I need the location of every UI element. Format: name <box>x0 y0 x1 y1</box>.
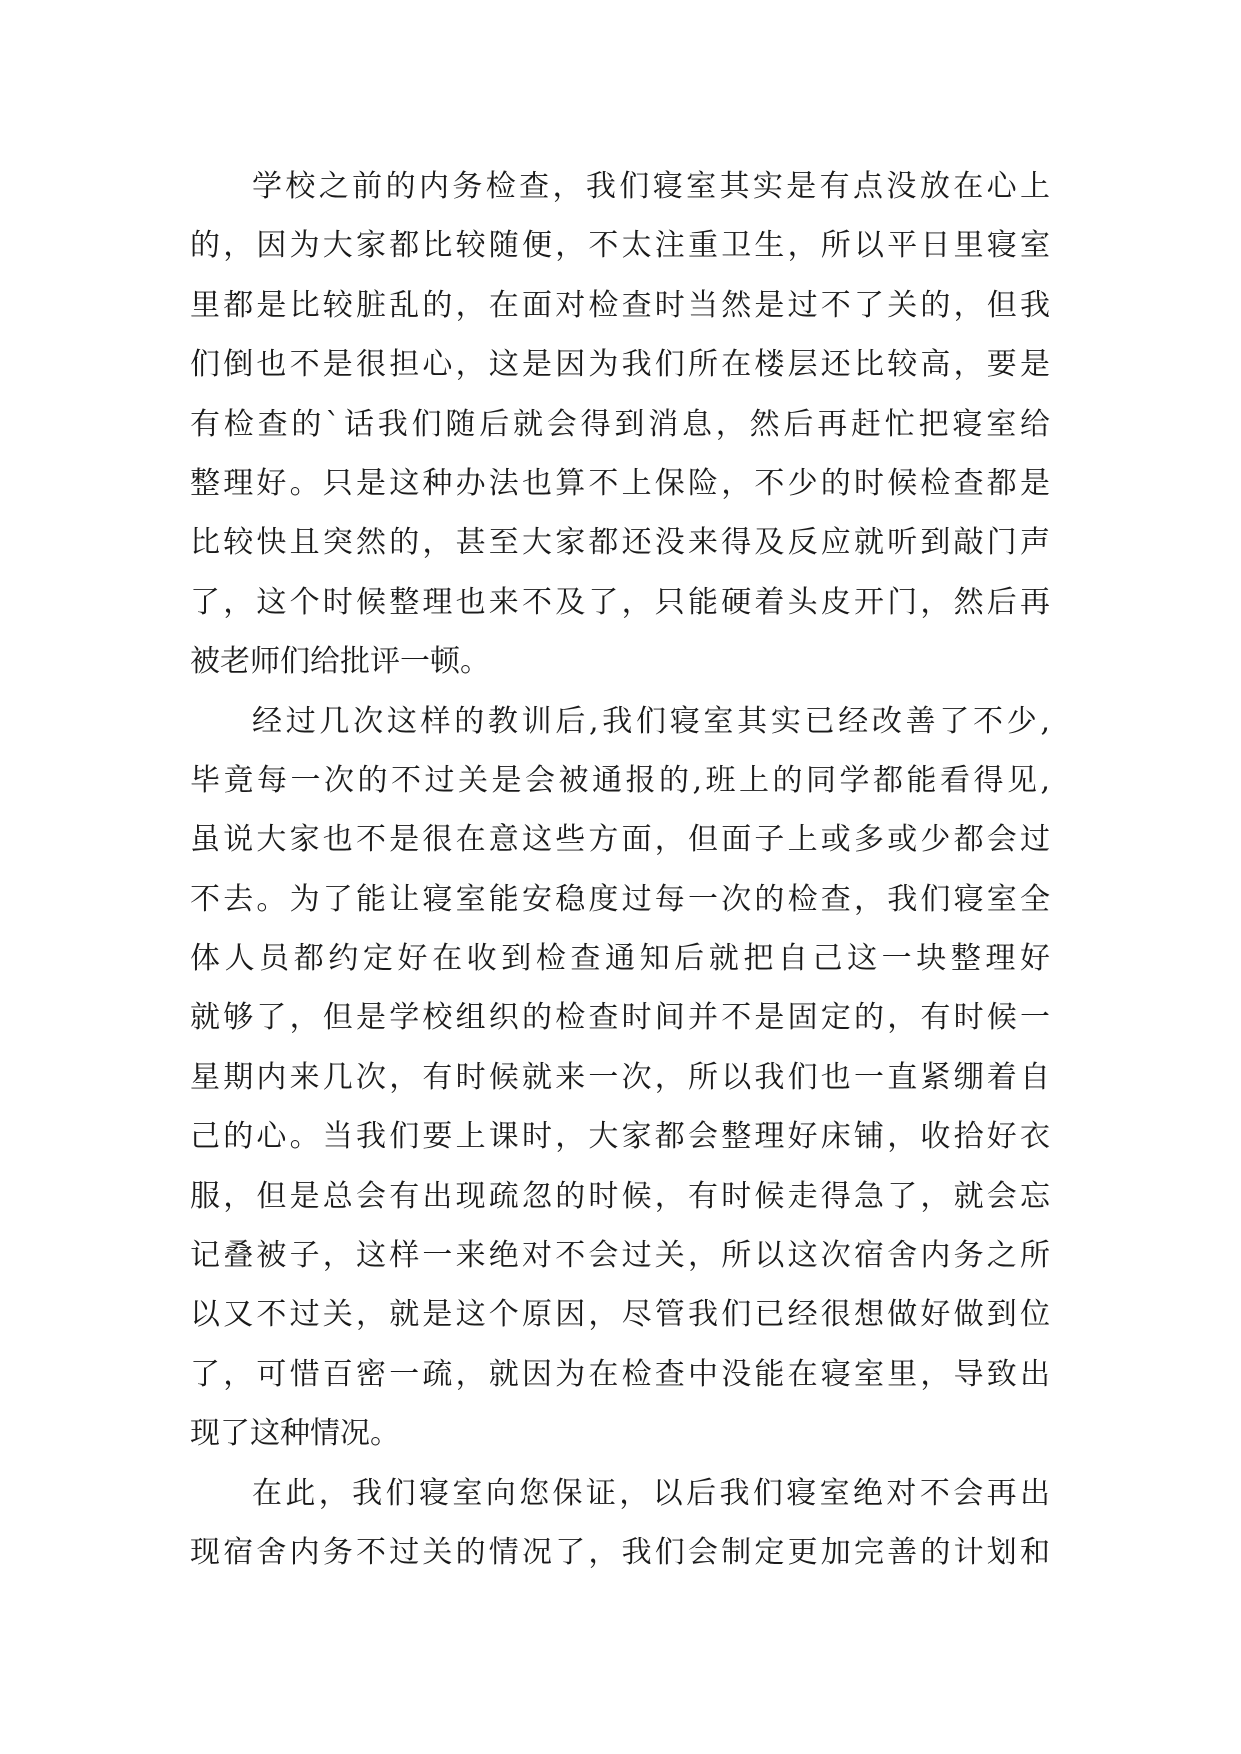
text-line: 不去。为了能让寝室能安稳度过每一次的检查，我们寝室全 <box>190 881 1050 917</box>
paragraph-2 <box>190 692 1050 1464</box>
text-line: 们倒也不是很担心，这是因为我们所在楼层还比较高，要是 <box>190 347 1050 383</box>
text-line: 比较快且突然的，甚至大家都还没来得及反应就听到敲门声 <box>190 525 1050 561</box>
text-line: 虽说大家也不是很在意这些方面，但面子上或多或少都会过 <box>190 822 1050 858</box>
text-line: 整理好。只是这种办法也算不上保险，不少的时候检查都是 <box>190 465 1050 501</box>
text-line: 的，因为大家都比较随便，不太注重卫生，所以平日里寝室 <box>190 228 1050 264</box>
text-line: 现了这种情况。 <box>190 1416 400 1452</box>
text-line: 被老师们给批评一顿。 <box>190 644 490 680</box>
text-line: 现宿舍内务不过关的情况了，我们会制定更加完善的计划和 <box>190 1534 1050 1570</box>
text-line: 己的心。当我们要上课时，大家都会整理好床铺，收拾好衣 <box>190 1119 1050 1155</box>
text-line: 了，这个时候整理也来不及了，只能硬着头皮开门，然后再 <box>190 584 1050 620</box>
text-line: 了，可惜百密一疏，就因为在检查中没能在寝室里，导致出 <box>190 1356 1050 1392</box>
text-line: 在此，我们寝室向您保证，以后我们寝室绝对不会再出 <box>252 1475 1050 1511</box>
text-line: 里都是比较脏乱的，在面对检查时当然是过不了关的，但我 <box>190 287 1050 323</box>
paragraph-3 <box>190 1464 1050 1583</box>
paragraph-1 <box>190 157 1050 692</box>
text-line: 经过几次这样的教训后,我们寝室其实已经改善了不少, <box>252 703 1050 739</box>
text-line: 星期内来几次，有时候就来一次，所以我们也一直紧绷着自 <box>190 1059 1050 1095</box>
text-line: 毕竟每一次的不过关是会被通报的,班上的同学都能看得见, <box>190 762 1050 798</box>
text-line: 学校之前的内务检查，我们寝室其实是有点没放在心上 <box>252 169 1050 204</box>
text-line: 记叠被子，这样一来绝对不会过关，所以这次宿舍内务之所 <box>190 1238 1050 1274</box>
text-line: 服，但是总会有出现疏忽的时候，有时候走得急了，就会忘 <box>190 1178 1050 1214</box>
text-line: 以又不过关，就是这个原因，尽管我们已经很想做好做到位 <box>190 1297 1050 1333</box>
text-line: 体人员都约定好在收到检查通知后就把自己这一块整理好 <box>190 941 1050 977</box>
text-line: 有检查的`话我们随后就会得到消息，然后再赶忙把寝室给 <box>190 406 1050 442</box>
document-body <box>190 157 1050 1582</box>
text-line: 就够了，但是学校组织的检查时间并不是固定的，有时候一 <box>190 1000 1050 1036</box>
